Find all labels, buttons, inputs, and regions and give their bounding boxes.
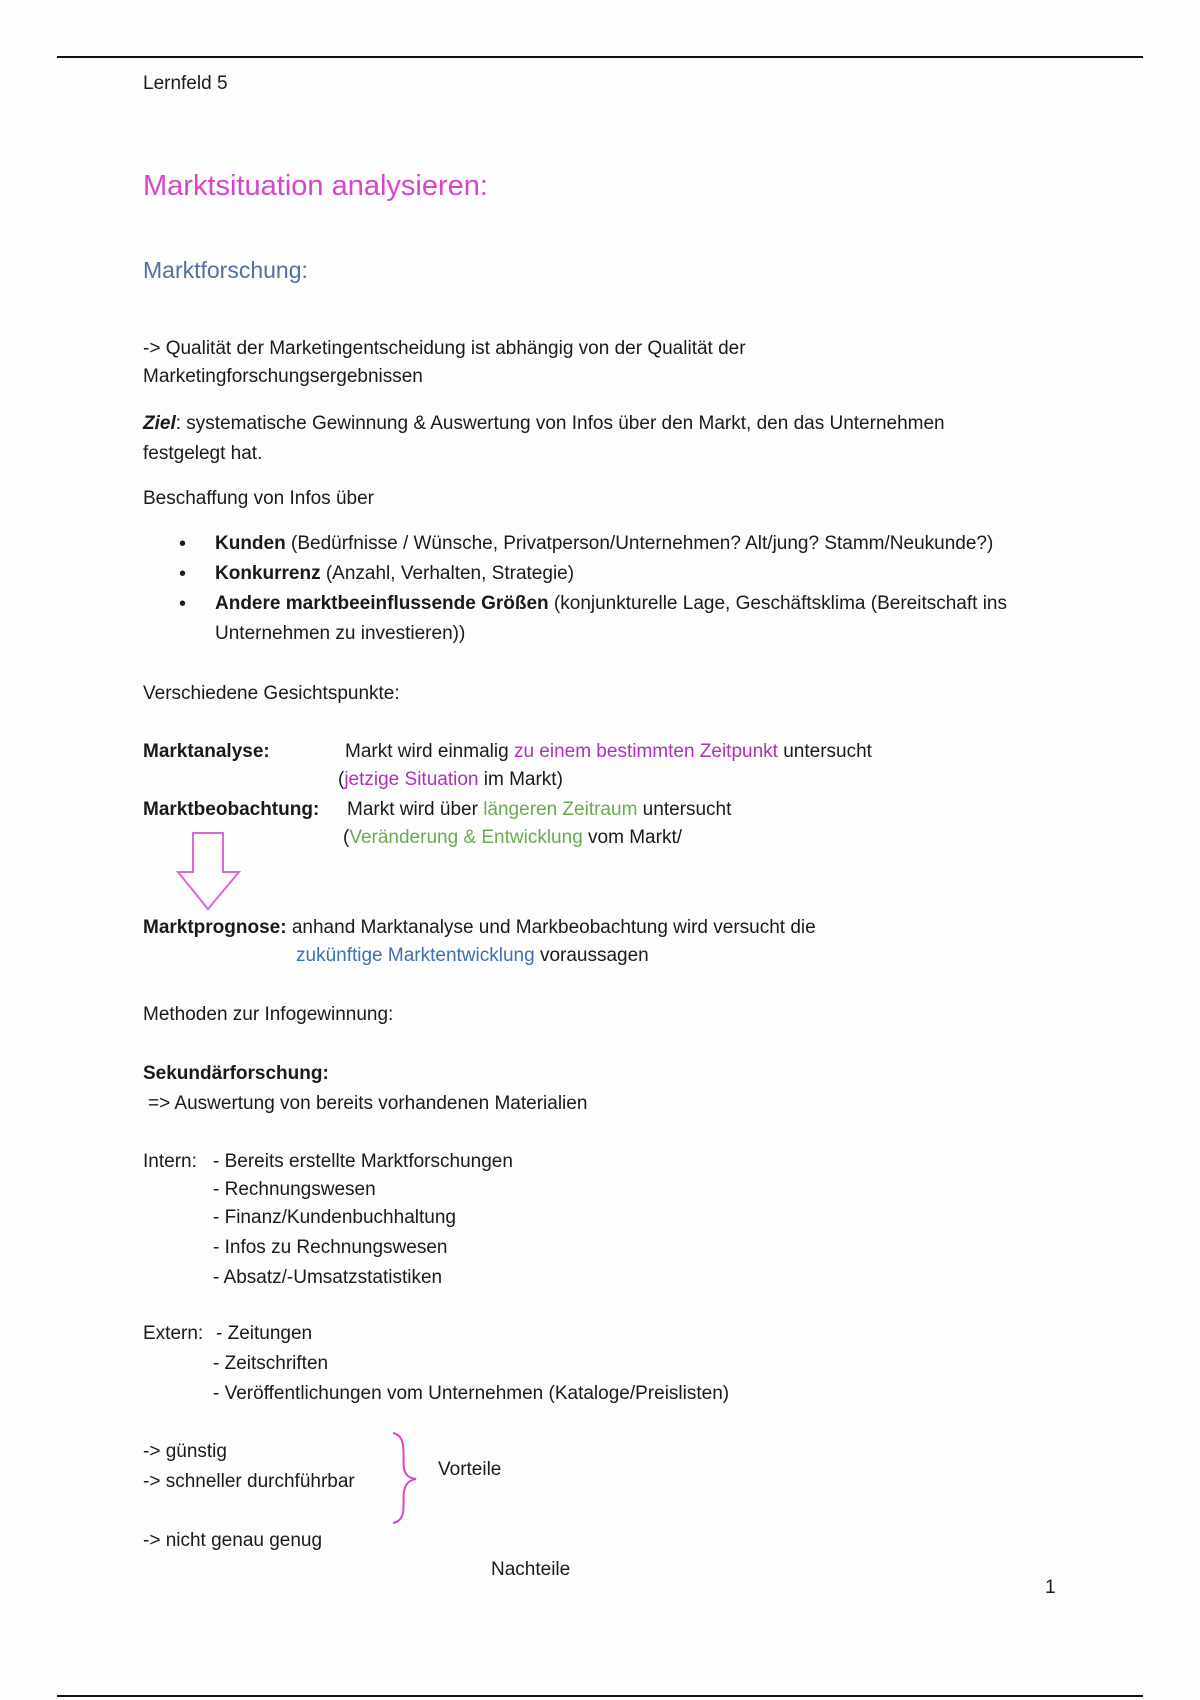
procurement-list — [173, 529, 1073, 649]
intern-label: Intern: — [143, 1151, 197, 1172]
secondary-research-term: Sekundärforschung: — [143, 1063, 329, 1084]
intern-item: - Absatz/-Umsatzstatistiken — [213, 1267, 443, 1288]
market-observation-term: Marktbeobachtung: — [143, 799, 320, 820]
item-detail: (Anzahl, Verhalten, Strategie) — [320, 563, 575, 584]
intern-item: - Infos zu Rechnungswesen — [213, 1237, 448, 1258]
text: anhand Marktanalyse und Markbeobachtung wird versucht die — [286, 917, 816, 938]
market-forecast-line-1 — [143, 914, 816, 942]
item-term: Konkurrenz — [215, 563, 321, 584]
text: vom Markt/ — [582, 827, 682, 848]
intern-item: - Bereits erstellte Marktforschungen — [213, 1151, 513, 1172]
section-subtitle: Marktforschung: — [143, 257, 308, 283]
text: untersucht — [637, 799, 732, 820]
goal-label: Ziel — [143, 413, 176, 434]
market-forecast-line-2 — [296, 942, 649, 970]
page-title: Marktsituation analysieren: — [143, 170, 488, 202]
extern-label: Extern: — [143, 1323, 204, 1344]
item-detail: (Bedürfnisse / Wünsche, Privatperson/Unternehmen? Alt/jung? Stamm/Neukunde?) — [285, 533, 994, 554]
highlight-blue: zukünftige Marktentwicklung — [296, 945, 535, 966]
highlight-magenta: jetzige Situation — [344, 769, 479, 790]
intro-line-1: -> Qualität der Marketingentscheidung ist abhängig von der Qualität der — [143, 338, 746, 359]
text: im Markt) — [478, 769, 563, 790]
market-observation-line-2 — [343, 824, 682, 852]
extern-item: - Zeitungen — [216, 1323, 313, 1344]
pro-item: -> schneller durchführbar — [143, 1471, 355, 1492]
item-term: Andere marktbeeinflussende Größen — [215, 593, 549, 614]
intern-item: - Rechnungswesen — [213, 1179, 376, 1200]
list-item — [173, 559, 1073, 589]
down-arrow-icon — [177, 832, 241, 912]
list-item — [173, 589, 1073, 649]
procurement-intro: Beschaffung von Infos über — [143, 488, 374, 509]
extern-item: - Veröffentlichungen vom Unternehmen (Kataloge/Preislisten) — [213, 1383, 730, 1404]
pro-item: -> günstig — [143, 1441, 227, 1462]
header-label: Lernfeld 5 — [143, 73, 228, 94]
text: ( — [338, 769, 345, 790]
highlight-green: Veränderung & Entwicklung — [349, 827, 583, 848]
goal-text: : systematische Gewinnung & Auswertung von Infos über den Markt, den das Unternehmen — [175, 413, 945, 434]
goal-line-1 — [143, 410, 945, 438]
market-analysis-term: Marktanalyse: — [143, 741, 270, 762]
market-observation-line-1 — [347, 796, 731, 824]
goal-line-2: festgelegt hat. — [143, 443, 263, 464]
item-detail: (konjunkturelle Lage, Geschäftsklima (Bereitschaft ins — [548, 593, 1007, 614]
text: untersucht — [777, 741, 872, 762]
intern-item: - Finanz/Kundenbuchhaltung — [213, 1207, 456, 1228]
secondary-research-desc: => Auswertung von bereits vorhandenen Materialien — [148, 1093, 588, 1114]
market-analysis-line-1 — [345, 738, 872, 766]
text: voraussagen — [534, 945, 649, 966]
cons-label: Nachteile — [491, 1559, 571, 1580]
extern-item: - Zeitschriften — [213, 1353, 329, 1374]
methods-heading: Methoden zur Infogewinnung: — [143, 1004, 394, 1025]
bottom-rule — [57, 1695, 1143, 1697]
con-item: -> nicht genau genug — [143, 1530, 323, 1551]
item-term: Kunden — [215, 533, 286, 554]
highlight-green: längeren Zeitraum — [483, 799, 638, 820]
intro-line-2: Marketingforschungsergebnissen — [143, 366, 423, 387]
text: Markt wird einmalig — [345, 741, 514, 762]
aspects-heading: Verschiedene Gesichtspunkte: — [143, 683, 400, 704]
brace-icon — [390, 1430, 420, 1526]
market-forecast-term: Marktprognose: — [143, 917, 287, 938]
highlight-magenta: zu einem bestimmten Zeitpunkt — [513, 741, 778, 762]
text: ( — [343, 827, 350, 848]
text: Markt wird über — [347, 799, 484, 820]
pros-label: Vorteile — [438, 1459, 502, 1480]
item-detail-cont: Unternehmen zu investieren)) — [215, 623, 466, 644]
page-number: 1 — [1045, 1577, 1056, 1598]
list-item — [173, 529, 1073, 559]
top-rule — [57, 56, 1143, 58]
market-analysis-line-2 — [338, 766, 563, 794]
